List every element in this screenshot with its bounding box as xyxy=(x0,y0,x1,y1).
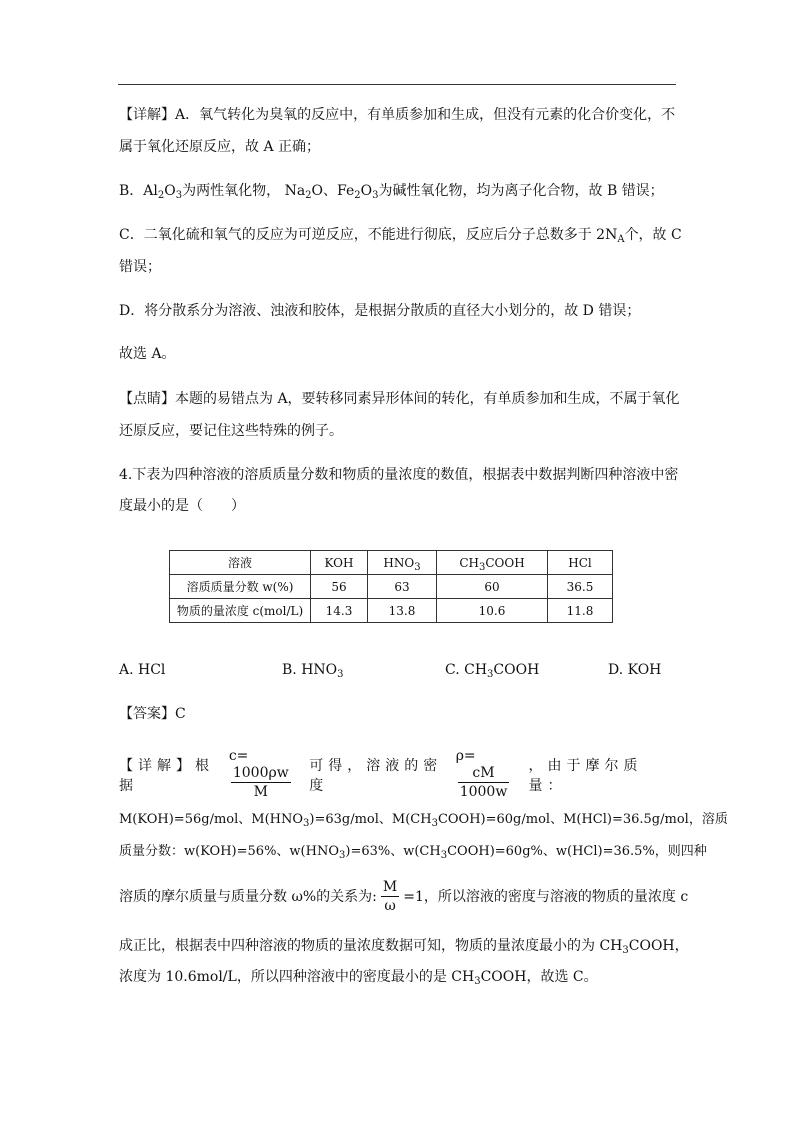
table-cell: 56 xyxy=(311,575,368,599)
text-run: HNO xyxy=(383,555,415,570)
question-line-1: 4.下表为四种溶液的溶质质量分数和物质的量浓度的数值，根据表中数据判断四种溶液中密 xyxy=(119,467,679,483)
table-row xyxy=(170,551,613,575)
text-run: O、Fe xyxy=(311,183,355,199)
detail-line-d: D．将分散系分为溶液、浊液和胶体，是根据分散质的直径大小划分的，故 D 错误； xyxy=(119,303,641,319)
detail-line-c1 xyxy=(119,225,682,245)
text-run: COOH，故选 C。 xyxy=(480,969,598,985)
text-run: CH xyxy=(459,555,479,570)
subscript: 3 xyxy=(414,561,421,573)
option-c xyxy=(445,660,539,680)
detail-choose: 故选 A。 xyxy=(119,346,176,362)
subscript: 3 xyxy=(440,850,448,861)
detail2-line-6 xyxy=(119,967,598,987)
text-run: ，由于摩尔质量： xyxy=(528,757,643,794)
detail-line-b xyxy=(119,181,664,201)
subscript: 3 xyxy=(339,850,346,861)
fraction xyxy=(458,764,510,801)
subscript: 2 xyxy=(157,190,165,201)
subscript: 3 xyxy=(622,945,629,956)
table-row xyxy=(170,599,613,623)
text-run: 【详解】根据 xyxy=(119,757,214,794)
subscript: 3 xyxy=(478,561,486,573)
text-run: C．二氧化硫和氧气的反应为可逆反应，不能进行彻底，反应后分子总数多于 2N xyxy=(119,227,618,243)
subscript: A xyxy=(617,234,625,245)
table-row xyxy=(170,575,613,599)
text-run: ρ= xyxy=(455,748,476,764)
text-run: B. HNO xyxy=(282,662,338,678)
detail2-line-3 xyxy=(119,842,707,862)
fraction xyxy=(231,764,291,801)
table-cell: 13.8 xyxy=(368,599,437,623)
text-run: COOH xyxy=(493,662,540,678)
detail-line-c2: 错误； xyxy=(119,259,161,275)
table-cell: 溶液 xyxy=(170,551,311,575)
fraction-denominator: ω xyxy=(384,898,396,914)
formula-c xyxy=(229,748,309,801)
formula-rho xyxy=(456,748,529,801)
text-run: 溶质的摩尔质量与质量分数 ω%的关系为: xyxy=(119,888,377,905)
table-cell xyxy=(368,551,437,575)
subscript: 3 xyxy=(372,190,379,201)
subscript: 3 xyxy=(487,669,494,680)
text-run: COOH xyxy=(485,555,525,570)
table-cell: 11.8 xyxy=(548,599,613,623)
text-run: 可得，溶液的密度 xyxy=(309,757,443,794)
table-cell: HCl xyxy=(548,551,613,575)
option-a: A. HCl xyxy=(119,662,166,678)
data-table xyxy=(169,550,613,623)
detail2-line-2 xyxy=(119,810,728,830)
detail2-line-4 xyxy=(119,878,688,915)
table-cell: 溶质质量分数 w(%) xyxy=(170,575,311,599)
table-cell: 60 xyxy=(437,575,548,599)
table-cell: 物质的量浓度 c(mol/L) xyxy=(170,599,311,623)
text-run: 为碱性氧化物，均为离子化合物，故 B 错误； xyxy=(378,183,664,199)
option-b xyxy=(282,660,344,680)
answer: 【答案】C xyxy=(119,706,186,722)
subscript: 3 xyxy=(175,190,183,201)
text-run: c= xyxy=(228,748,249,764)
pointing-line-1: 【点睛】本题的易错点为 A，要转移同素异形体间的转化，有单质参加和生成，不属于氧化 xyxy=(119,391,680,407)
text-run: COOH)=60g%、w(HCl)=36.5%，则四种 xyxy=(447,844,707,859)
detail-line-1: 【详解】A．氧气转化为臭氧的反应中，有单质参加和生成，但没有元素的化合价变化，不 xyxy=(119,107,676,123)
subscript: 3 xyxy=(337,669,344,680)
fraction xyxy=(381,878,399,915)
option-d: D. KOH xyxy=(608,662,662,678)
fraction-numerator: 1000ρw xyxy=(232,765,289,781)
text-run: COOH)=60g/mol、M(HCl)=36.5g/mol，溶质 xyxy=(437,812,728,827)
text-run: =1，所以溶液的密度与溶液的物质的量浓度 c xyxy=(403,888,689,905)
text-run: O xyxy=(360,183,373,199)
table-cell: 14.3 xyxy=(311,599,368,623)
header-rule xyxy=(118,84,676,85)
subscript: 3 xyxy=(303,818,310,829)
fraction-denominator: 1000w xyxy=(459,784,508,800)
fraction-denominator: M xyxy=(253,784,268,800)
text-run: COOH， xyxy=(628,938,689,954)
text-run: M(KOH)=56g/mol、M(HNO xyxy=(119,812,304,827)
text-run: O xyxy=(164,183,176,199)
table-cell: 63 xyxy=(368,575,437,599)
pointing-line-2: 还原反应，要记住这些特殊的例子。 xyxy=(119,423,343,439)
subscript: 2 xyxy=(305,190,312,201)
text-run: )=63%、w(CH xyxy=(345,844,441,859)
text-run: C. CH xyxy=(445,662,488,678)
text-run: 成正比，根据表中四种溶液的物质的量浓度数据可知，物质的量浓度最小的为 CH xyxy=(119,938,623,954)
subscript: 3 xyxy=(431,818,438,829)
table-cell xyxy=(437,551,548,575)
text-run: )=63g/mol、M(CH xyxy=(309,812,432,827)
text-run: B．Al xyxy=(119,183,158,199)
text-run: 质量分数：w(KOH)=56%、w(HNO xyxy=(119,844,339,859)
question-line-2: 度最小的是（ ） xyxy=(119,498,245,514)
table-cell: KOH xyxy=(311,551,368,575)
subscript: 2 xyxy=(354,190,361,201)
text-run: 为两性氧化物， Na xyxy=(182,183,306,199)
table-cell: 36.5 xyxy=(548,575,613,599)
detail2-line-1 xyxy=(119,748,675,801)
text-run: 个，故 C xyxy=(624,227,682,243)
fraction-numerator: cM xyxy=(458,764,510,783)
text-run: 浓度为 10.6mol/L，所以四种溶液中的密度最小的是 CH xyxy=(119,969,475,985)
detail-line-2: 属于氧化还原反应，故 A 正确； xyxy=(119,139,321,155)
subscript: 3 xyxy=(474,976,481,987)
table-cell: 10.6 xyxy=(437,599,548,623)
detail2-line-5 xyxy=(119,936,689,956)
fraction-numerator: M xyxy=(382,879,398,895)
